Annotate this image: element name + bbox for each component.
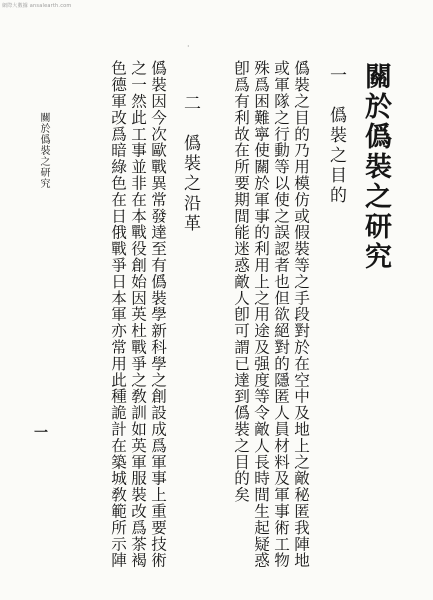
running-title: 關於僞裝之研究 — [38, 112, 49, 189]
text-line: 之一然此工事並非在本戰役創始因英杜戰爭之敎訓如英軍服裝改爲茶褐 — [129, 60, 147, 569]
text-line: 僞裝因今次歐戰異常發達至有僞裝學新科學之創設成爲軍事上重要技術 — [149, 60, 167, 569]
text-line: 色德軍改爲暗綠色在日俄戰爭日本軍亦常用此種詭計在築城敎範所示陣 — [109, 60, 127, 569]
margin-mark: · — [187, 42, 190, 51]
section-heading-purpose: 一 僞裝之目的 — [326, 66, 346, 206]
text-line: 或軍隊之行動等以使之誤認者也但欲絕對的隱匿人員材料及軍事術工物 — [272, 60, 290, 569]
section-heading-history: 二 僞裝之沿革 — [180, 94, 200, 234]
article-title: 關於僞裝之研究 — [360, 62, 391, 272]
text-line: 僞裝之目的乃用模仿或假裝等之手段對於在空中及地上之敵秘匿我陣地 — [292, 60, 310, 569]
watermark: 網際大數據 ansalearth.com — [2, 3, 72, 9]
text-line: 殊爲困難寧使關於軍事的利用上之用途及强度等令敵人長時間生起疑惑 — [252, 60, 270, 569]
text-line: 卽爲有利故在所要期間能迷惑敵人卽可謂已達到僞裝之目的矣 — [232, 60, 250, 503]
page-number: 一 — [32, 425, 48, 439]
